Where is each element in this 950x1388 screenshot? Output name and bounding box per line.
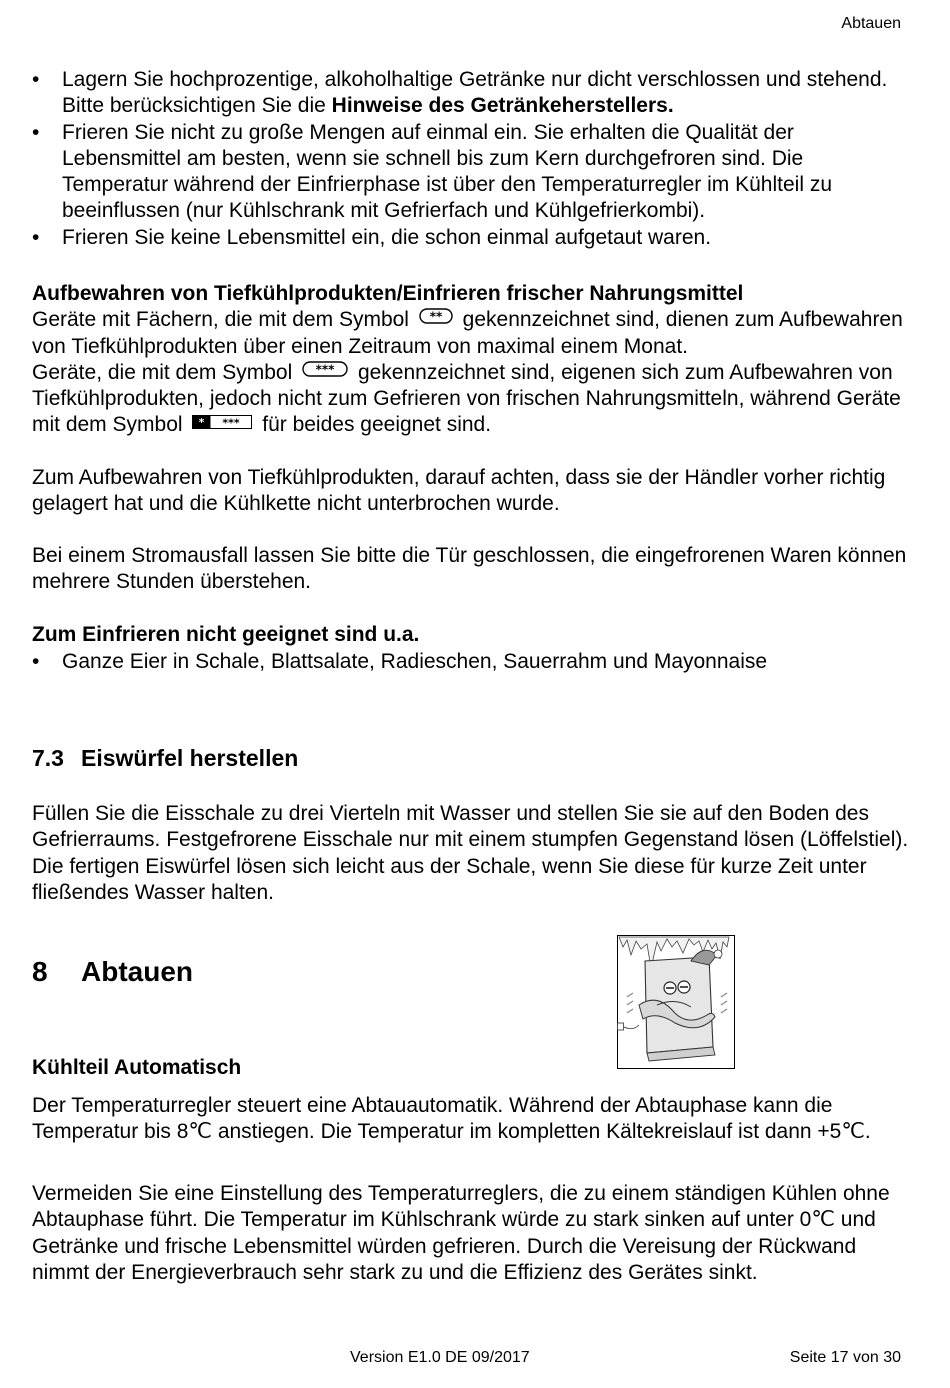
section-number: 7.3 [32,745,64,771]
cold-chain-paragraph: Zum Aufbewahren von Tiefkühlprodukten, darauf achten, dass sie der Händler vorher richtig gelagert hat und die Kühlkette nicht unterbrochen wurde. [32,466,886,516]
svg-text:***: *** [315,362,335,377]
footer-version: Version E1.0 DE 09/2017 [350,1349,530,1366]
storage-p2-text-a: Geräte, die mit dem Symbol [32,360,293,384]
not-suitable-list [32,649,912,675]
not-suitable-heading: Zum Einfrieren nicht geeignet sind u.a. [32,623,420,646]
section-title: Eiswürfel herstellen [81,745,299,771]
defrost-paragraph-2: Vermeiden Sie eine Einstellung des Temperaturreglers, die zu einem ständigen Kühlen ohne Abtauphase führt. Die Temperatur im Kühlschrank würde zu stark sinken auf unter 0℃ und Getränke und frische Lebensmittel würden gefrieren. Durch die Vereisung der Rückwand nimmt der Energieverbrauch sehr stark zu und die Effizienz des Gerätes sinkt. [32,1182,890,1284]
list-item-text: Frieren Sie keine Lebensmittel ein, die schon einmal aufgetaut waren. [62,225,712,249]
storage-paragraph-1 [32,307,917,360]
list-item-bold-text: Hinweise des Getränkeherstellers. [331,94,674,118]
two-star-freezer-symbol-icon [419,308,453,324]
storage-paragraph-2 [32,360,917,439]
storage-p2-text-c: für beides geeignet sind. [262,413,492,437]
running-header: Abtauen [841,15,901,32]
list-item [32,225,912,251]
section-8-subheading: Kühlteil Automatisch [32,1056,242,1079]
section-title: Abtauen [81,956,193,987]
four-star-freezer-symbol-icon [192,415,252,429]
list-item [32,67,912,120]
three-star-freezer-symbol-icon [302,361,348,377]
storage-p1-text-a: Geräte mit Fächern, die mit dem Symbol [32,308,409,332]
svg-text:***: *** [222,416,241,430]
ice-cube-paragraph: Füllen Sie die Eisschale zu drei Vierteln mit Wasser und stellen Sie sie auf den Boden des Gefrierraums. Festgefrorene Eisschale nur mit einem stumpfen Gegenstand lösen (Löffelstiel). Die fertigen Eiswürfel lösen sich leicht aus der Schale, wenn Sie diese für kurze Zeit unter fließendes Wasser halten. [32,802,909,904]
power-outage-paragraph: Bei einem Stromausfall lassen Sie bitte die Tür geschlossen, die eingefrorenen Waren können mehrere Stunden überstehen. [32,544,907,594]
storage-section [32,281,917,439]
section-7-3-heading [32,745,917,772]
svg-text:**: ** [429,309,443,324]
list-item-text: Frieren Sie nicht zu große Mengen auf einmal ein. Sie erhalten die Qualität der Lebensmittel am besten, wenn sie schnell bis zum Kern durchgefroren sind. Die Temperatur während der Einfrierphase ist über den Temperaturregler im Kühlteil zu beeinflussen (nur Kühlschrank mit Gefrierfach und Kühlgefrierkombi). [62,120,832,223]
storage-heading: Aufbewahren von Tiefkühlprodukten/Einfrieren frischer Nahrungsmittel [32,282,744,305]
section-number: 8 [32,956,48,987]
storage-p1-text-b: gekennzeichnet sind, dienen zum Aufbewahren von Tiefkühlprodukten über einen Zeitraum von maximal einem Monat. [32,308,903,358]
list-item-text: Ganze Eier in Schale, Blattsalate, Radieschen, Sauerrahm und Mayonnaise [62,650,768,673]
list-item-text: Lagern Sie hochprozentige, alkoholhaltige Getränke nur dicht verschlossen und stehend. Bitte berücksichtigen Sie die [62,68,888,118]
list-item [32,649,912,675]
frozen-fridge-illustration [617,935,735,1069]
storage-p2-text-b: gekennzeichnet sind, eigenen sich zum Aufbewahren von Tiefkühlprodukten, jedoch nicht zum Gefrieren von frischen Nahrungsmitteln, während Geräte mit dem Symbol [32,360,901,437]
defrost-paragraph-1: Der Temperaturregler steuert eine Abtauautomatik. Während der Abtauphase kann die Temperatur bis 8℃ anstiegen. Die Temperatur im kompletten Kältekreislauf ist dann +5℃. [32,1094,871,1144]
storage-tips-list [32,67,912,251]
svg-text:*: * [199,416,205,430]
footer-page-number: Seite 17 von 30 [789,1349,901,1366]
list-item [32,120,912,225]
section-8-heading [32,956,193,988]
